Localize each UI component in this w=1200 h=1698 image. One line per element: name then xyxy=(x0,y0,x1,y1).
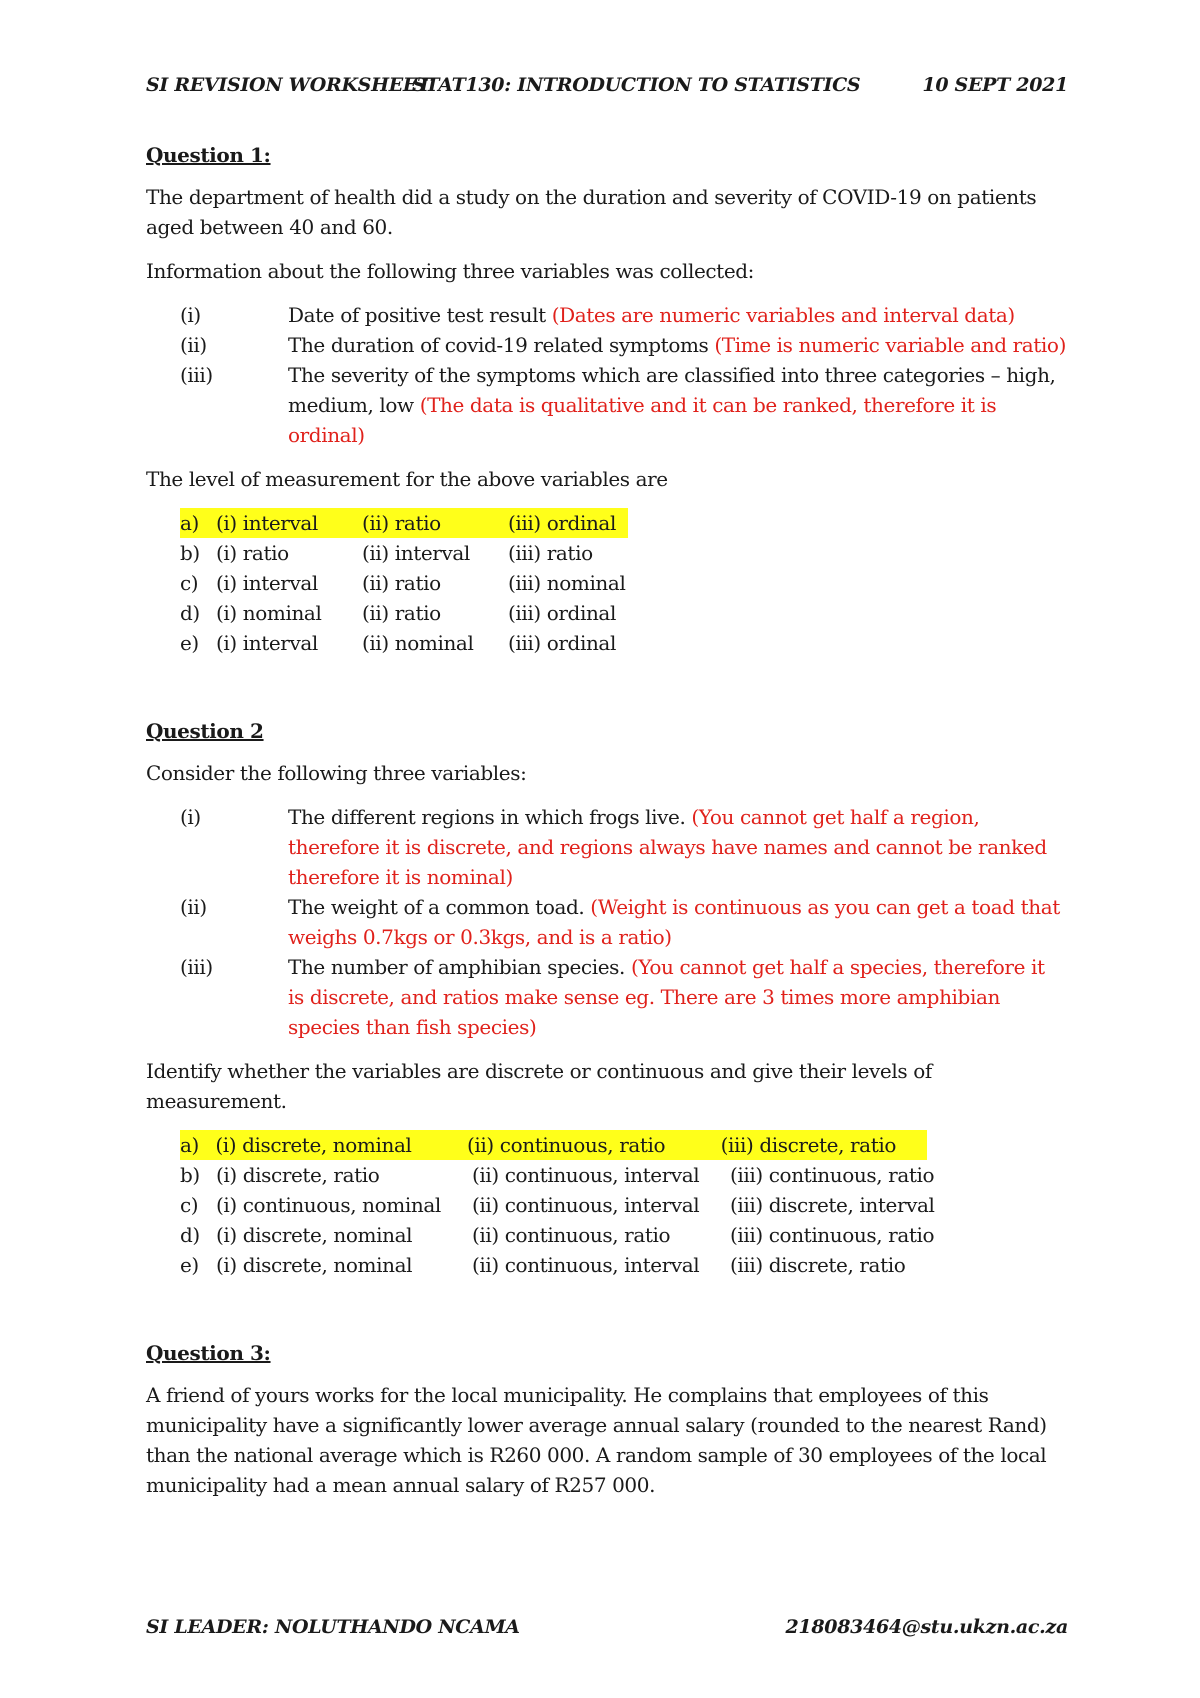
item-number: (iii) xyxy=(180,955,213,979)
item-number: (i) xyxy=(180,303,201,327)
question-1-intro: The department of health did a study on the duration and severity of COVID-19 on patients aged between 40 and 60. xyxy=(146,185,1037,239)
option-part-3: (iii) discrete, ratio xyxy=(730,1253,906,1277)
item-text: The weight of a common toad. xyxy=(288,895,591,919)
option-part-2: (ii) continuous, interval xyxy=(472,1163,700,1187)
option-c[interactable] xyxy=(180,1190,1066,1220)
option-part-1: (i) interval xyxy=(216,631,318,655)
question-3-title: Question 3: xyxy=(146,1341,271,1365)
answer-note: (Time is numeric variable and ratio) xyxy=(714,333,1066,357)
option-part-3: (iii) ordinal xyxy=(508,511,616,535)
item-text: The number of amphibian species. xyxy=(288,955,631,979)
answer-note: (The data is qualitative and it can be ranked, therefore it is ordinal) xyxy=(288,393,997,447)
question-3-text: A friend of yours works for the local municipality. He complains that employees of this municipality have a significantly lower average annual salary (rounded to the nearest Rand) than the national average which is R260 000. A random sample of 30 employees of the local municipality had a mean annual salary of R257 000. xyxy=(146,1383,1047,1497)
question-1-lead: Information about the following three variables was collected: xyxy=(146,259,754,283)
option-part-3: (iii) ratio xyxy=(508,541,593,565)
answer-note: (Weight is continuous as you can get a toad that weighs 0.7kgs or 0.3kgs, and is a ratio) xyxy=(288,895,1060,949)
option-part-1: (i) interval xyxy=(216,511,318,535)
answer-note: (You cannot get half a species, therefore it is discrete, and ratios make sense eg. There are 3 times more amphibian species than fish species) xyxy=(288,955,1045,1039)
option-part-2: (ii) continuous, ratio xyxy=(472,1223,671,1247)
item-number: (i) xyxy=(180,805,201,829)
item-text: The duration of covid-19 related symptoms xyxy=(288,333,715,357)
option-part-3: (iii) discrete, ratio xyxy=(720,1133,896,1157)
worksheet-body xyxy=(146,140,1066,1514)
option-letter: a) xyxy=(180,1133,199,1157)
option-e[interactable] xyxy=(180,628,1066,658)
option-letter: b) xyxy=(180,541,200,565)
option-part-1: (i) discrete, ratio xyxy=(216,1163,380,1187)
option-part-3: (iii) nominal xyxy=(508,571,626,595)
answer-note: (You cannot get half a region, therefore it is discrete, and regions always have names and cannot be ranked therefore it is nominal) xyxy=(288,805,1047,889)
list-item xyxy=(180,360,1066,450)
question-1-title: Question 1: xyxy=(146,143,271,167)
header-center: STAT130: INTRODUCTION TO STATISTICS xyxy=(412,74,861,96)
option-b[interactable] xyxy=(180,538,1066,568)
option-part-1: (i) discrete, nominal xyxy=(215,1133,412,1157)
option-part-1: (i) nominal xyxy=(216,601,322,625)
option-part-1: (i) interval xyxy=(216,571,318,595)
list-item xyxy=(180,802,1066,892)
option-letter: d) xyxy=(180,1223,200,1247)
option-letter: e) xyxy=(180,1253,199,1277)
option-part-3: (iii) ordinal xyxy=(508,631,616,655)
option-letter: b) xyxy=(180,1163,200,1187)
item-number: (iii) xyxy=(180,363,213,387)
option-part-1: (i) discrete, nominal xyxy=(216,1223,413,1247)
option-letter: d) xyxy=(180,601,200,625)
option-d[interactable] xyxy=(180,1220,1066,1250)
list-item xyxy=(180,892,1066,952)
option-part-3: (iii) continuous, ratio xyxy=(730,1163,935,1187)
option-part-2: (ii) ratio xyxy=(362,601,441,625)
option-part-1: (i) discrete, nominal xyxy=(216,1253,413,1277)
item-number: (ii) xyxy=(180,333,207,357)
option-part-2: (ii) nominal xyxy=(362,631,474,655)
list-item xyxy=(180,952,1066,1042)
option-a-correct[interactable] xyxy=(180,508,628,538)
option-part-2: (ii) continuous, ratio xyxy=(467,1133,666,1157)
option-part-2: (ii) continuous, interval xyxy=(472,1253,700,1277)
item-number: (ii) xyxy=(180,895,207,919)
option-part-3: (iii) ordinal xyxy=(508,601,616,625)
option-part-2: (ii) continuous, interval xyxy=(472,1193,700,1217)
item-text: Date of positive test result xyxy=(288,303,552,327)
option-e[interactable] xyxy=(180,1250,1066,1280)
option-letter: a) xyxy=(180,511,199,535)
answer-note: (Dates are numeric variables and interval data) xyxy=(551,303,1015,327)
question-2-options xyxy=(180,1130,1066,1280)
question-1-prompt: The level of measurement for the above variables are xyxy=(146,467,668,491)
item-text: The severity of the symptoms which are classified into three categories – high, medium, low xyxy=(288,363,1056,417)
option-letter: c) xyxy=(180,1193,199,1217)
question-2-prompt: Identify whether the variables are discrete or continuous and give their levels of measurement. xyxy=(146,1059,932,1113)
option-part-2: (ii) interval xyxy=(362,541,470,565)
header-date: 10 SEPT 2021 xyxy=(922,74,1068,96)
option-part-1: (i) ratio xyxy=(216,541,289,565)
option-d[interactable] xyxy=(180,598,1066,628)
footer-email: 218083464@stu.ukzn.ac.za xyxy=(785,1616,1068,1638)
option-part-3: (iii) continuous, ratio xyxy=(730,1223,935,1247)
question-2-title: Question 2 xyxy=(146,719,264,743)
option-part-1: (i) continuous, nominal xyxy=(216,1193,441,1217)
question-1-options xyxy=(180,508,1066,658)
question-1-variables xyxy=(180,300,1066,450)
list-item xyxy=(180,300,1066,330)
spacer xyxy=(146,1280,1066,1338)
option-a-correct[interactable] xyxy=(180,1130,927,1160)
option-b[interactable] xyxy=(180,1160,1066,1190)
spacer xyxy=(146,658,1066,716)
list-item xyxy=(180,330,1066,360)
footer-si-leader: SI LEADER: NOLUTHANDO NCAMA xyxy=(146,1616,520,1638)
option-letter: e) xyxy=(180,631,199,655)
option-part-2: (ii) ratio xyxy=(362,511,441,535)
option-c[interactable] xyxy=(180,568,1066,598)
option-letter: c) xyxy=(180,571,199,595)
item-text: The different regions in which frogs live. xyxy=(288,805,692,829)
header-left: SI REVISION WORKSHEET xyxy=(146,74,431,96)
question-2-lead: Consider the following three variables: xyxy=(146,761,527,785)
option-part-2: (ii) ratio xyxy=(362,571,441,595)
option-part-3: (iii) discrete, interval xyxy=(730,1193,935,1217)
question-2-variables xyxy=(180,802,1066,1042)
